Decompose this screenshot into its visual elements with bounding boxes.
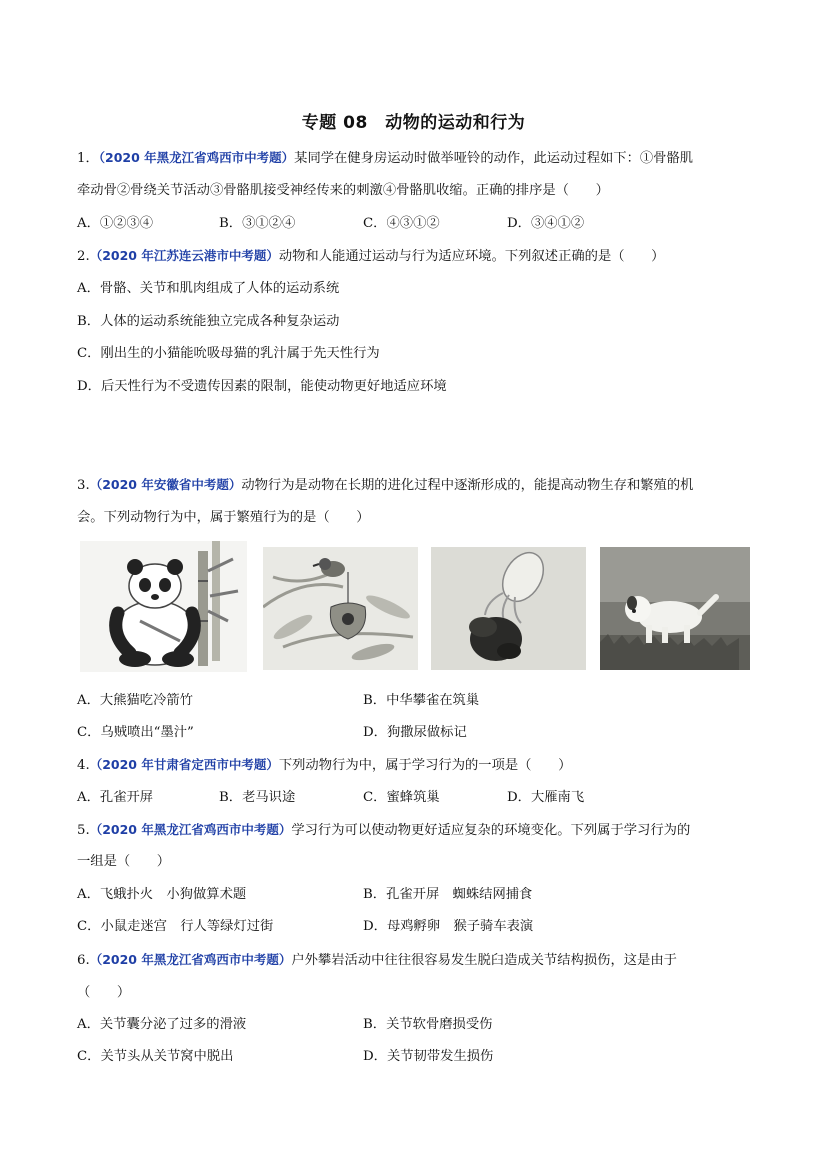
option-b: B．人体的运动系统能独立完成各种复杂运动 (77, 314, 340, 329)
question-1-line-1 (77, 148, 757, 169)
question-text: 下列动物行为中，属于学习行为的一项是（ ） (278, 758, 572, 773)
question-number: 3. (77, 478, 90, 493)
question-source: （2020 年黑龙江省鸡西市中考题） (98, 150, 295, 165)
dog-marking-image (600, 547, 750, 670)
option-d: D．大雁南飞 (507, 790, 585, 805)
option-b: B．关节软骨磨损受伤 (363, 1017, 493, 1032)
question-4-line-1 (77, 755, 757, 776)
question-6-line-1 (77, 950, 757, 971)
question-number: 1． (77, 151, 99, 166)
question-text: 动物行为是动物在长期的进化过程中逐渐形成的，能提高动物生存和繁殖的机 (241, 478, 694, 493)
option-b: B．孔雀开屏 蜘蛛结网捕食 (363, 887, 533, 902)
question-number: 4. (77, 758, 90, 773)
squid-ink-image (431, 547, 586, 670)
option-d: D．后天性行为不受遗传因素的限制，能使动物更好地适应环境 (77, 379, 447, 394)
option-d: D．狗撒尿做标记 (363, 725, 467, 740)
option-c: C．刚出生的小猫能吮吸母猫的乳汁属于先天性行为 (77, 346, 380, 361)
option-a: A．①②③④ (77, 216, 154, 231)
option-b: B．③①②④ (219, 216, 296, 231)
option-d: D．关节韧带发生损伤 (363, 1049, 494, 1064)
question-text: 学习行为可以使动物更好适应复杂的环境变化。下列属于学习行为的 (291, 823, 691, 838)
question-6-line-2: （ ） (77, 985, 131, 1000)
option-c: C．④③①② (363, 216, 440, 231)
option-a: A．关节囊分泌了过多的滑液 (77, 1017, 247, 1032)
question-5-line-1 (77, 820, 757, 841)
option-a: A．飞蛾扑火 小狗做算术题 (77, 887, 247, 902)
question-source: （2020 年江苏连云港市中考题） (89, 248, 279, 263)
question-source: （2020 年黑龙江省鸡西市中考题） (89, 952, 292, 967)
question-5-line-2: 一组是（ ） (77, 854, 171, 869)
question-text: 动物和人能通过运动与行为适应环境。下列叙述正确的是（ ） (278, 249, 665, 264)
option-d: D．母鸡孵卵 猴子骑车表演 (363, 919, 534, 934)
option-c: C．乌贼喷出“墨汁” (77, 725, 194, 740)
option-a: A．孔雀开屏 (77, 790, 154, 805)
question-2-line-1 (77, 246, 757, 267)
question-source: （2020 年安徽省中考题） (89, 477, 242, 492)
option-b: B．老马识途 (219, 790, 296, 805)
question-number: 6. (77, 953, 90, 968)
option-b: B．中华攀雀在筑巢 (363, 693, 480, 708)
question-number: 2. (77, 249, 90, 264)
bird-nest-image (263, 547, 418, 670)
question-source: （2020 年黑龙江省鸡西市中考题） (89, 822, 292, 837)
panda-image (80, 541, 247, 672)
page-title: 专题 08 动物的运动和行为 (301, 113, 526, 133)
option-c: C．蜜蜂筑巢 (363, 790, 440, 805)
option-a: A．骨骼、关节和肌肉组成了人体的运动系统 (77, 281, 340, 296)
question-text: 某同学在健身房运动时做举哑铃的动作，此运动过程如下：①骨骼肌 (294, 151, 694, 166)
question-number: 5. (77, 823, 90, 838)
question-1-line-2: 牵动骨②骨绕关节活动③骨骼肌接受神经传来的刺激④骨骼肌收缩。正确的排序是（ ） (77, 183, 609, 198)
option-c: C．关节头从关节窝中脱出 (77, 1049, 234, 1064)
question-text: 户外攀岩活动中往往很容易发生脱臼造成关节结构损伤，这是由于 (291, 953, 677, 968)
question-source: （2020 年甘肃省定西市中考题） (89, 757, 279, 772)
option-a: A．大熊猫吃冷箭竹 (77, 693, 193, 708)
option-c: C．小鼠走迷宫 行人等绿灯过街 (77, 919, 274, 934)
option-d: D．③④①② (507, 216, 585, 231)
question-3-line-2: 会。下列动物行为中，属于繁殖行为的是（ ） (77, 510, 370, 525)
question-3-line-1 (77, 475, 757, 496)
